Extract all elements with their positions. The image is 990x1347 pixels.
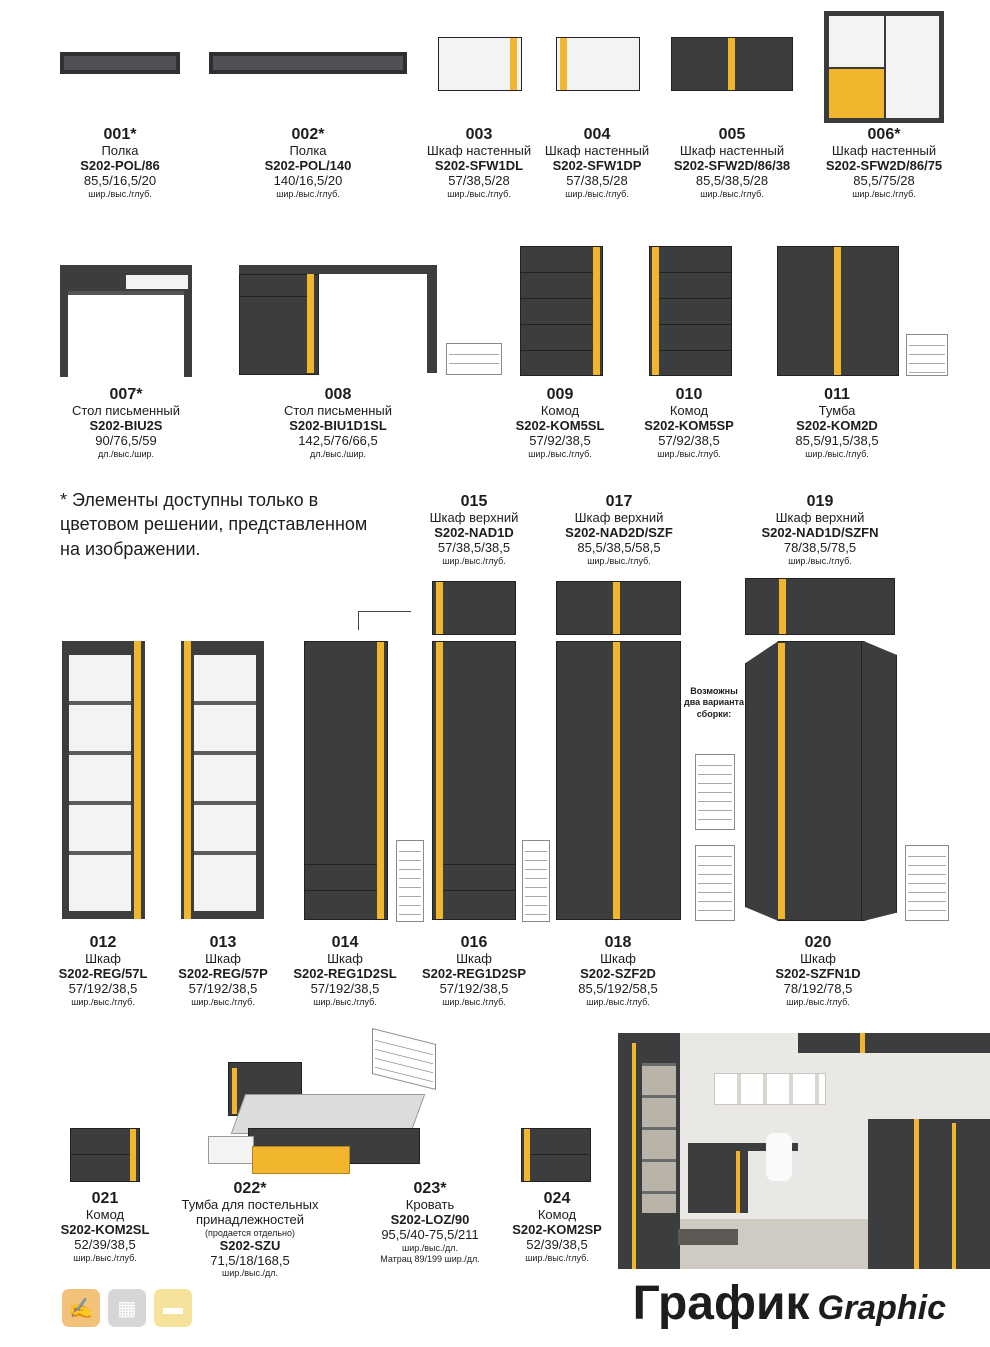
item-code: S202-NAD1D <box>434 525 514 541</box>
item-name: Шкаф настенный <box>831 143 937 159</box>
item-units: дл./выс./шир. <box>97 449 154 460</box>
brand-name-en: Graphic <box>817 1289 946 1327</box>
caption-010 <box>629 386 749 460</box>
item-name: Полка <box>289 143 327 159</box>
item-name: Шкаф верхний <box>775 510 865 526</box>
item-number: 002* <box>291 126 325 143</box>
caption-009 <box>500 386 620 460</box>
item-code: S202-SFW1DL <box>434 158 524 174</box>
item-code: S202-KOM5SL <box>515 418 605 434</box>
item-number: 009 <box>546 386 574 403</box>
item-dims: 52/39/38,5 <box>526 1237 588 1253</box>
caption-002 <box>243 126 373 200</box>
wall-cabinet-006-image <box>824 11 944 123</box>
item-units: шир./выс./глуб. <box>786 997 850 1008</box>
item-number: 013 <box>209 934 237 951</box>
item-number: 011 <box>824 386 850 403</box>
item-sold-separately: (продается отдельно) <box>204 1228 296 1239</box>
item-name: Шкаф <box>800 951 836 967</box>
item-units: шир./выс./глуб. <box>442 556 506 567</box>
item-units: шир./выс./глуб. <box>313 997 377 1008</box>
item-name: Комод <box>85 1207 125 1223</box>
item-name: Стол письменный <box>283 403 393 419</box>
item-dims: 71,5/18/168,5 <box>210 1252 290 1268</box>
item-number: 020 <box>804 934 832 951</box>
item-dims: 57/38,5/28 <box>448 173 510 189</box>
item-name: Комод <box>537 1207 577 1223</box>
item-code: S202-REG/57L <box>58 966 148 982</box>
item-code: S202-LOZ/90 <box>390 1212 470 1228</box>
caption-003 <box>420 126 538 200</box>
assembly-sketch-1 <box>695 754 735 830</box>
caption-023 <box>360 1180 500 1264</box>
chest-024-image <box>521 1128 591 1182</box>
item-dims: 57/38,5/28 <box>566 173 628 189</box>
item-number: 010 <box>675 386 703 403</box>
item-dims: 78/192/78,5 <box>783 981 853 997</box>
item-code: S202-SZF2D <box>580 966 656 982</box>
brand-title <box>633 1276 946 1331</box>
item-code: S202-REG1D2SP <box>421 966 527 982</box>
item-units: шир./выс./глуб. <box>276 189 340 200</box>
caption-016 <box>408 934 540 1008</box>
item-dims: 57/192/38,5 <box>68 981 138 997</box>
item-code: S202-REG/57P <box>178 966 268 982</box>
mattress-size: Матрац 89/199 шир./дл. <box>380 1253 480 1264</box>
bookcase-012-image <box>62 641 145 919</box>
item-dims: 57/192/38,5 <box>439 981 509 997</box>
item-code: S202-SZFN1D <box>775 966 861 982</box>
item-number: 021 <box>91 1190 119 1207</box>
item-units: шир./выс./дл. <box>401 1243 458 1254</box>
bed-023-image <box>208 1062 418 1182</box>
corner-wardrobe-020-sketch <box>905 845 949 921</box>
wardrobe-016-sketch <box>522 840 550 922</box>
item-units: шир./выс./глуб. <box>852 189 916 200</box>
item-dims: 85,5/75/28 <box>853 173 915 189</box>
corner-wardrobe-020-image <box>745 641 895 921</box>
wardrobe-014-sketch <box>396 840 424 922</box>
office-icon[interactable]: ▦ <box>108 1289 146 1327</box>
chest-021-image <box>70 1128 140 1182</box>
shelf-002-image <box>209 52 407 74</box>
caption-013 <box>160 934 286 1008</box>
item-number: 022* <box>233 1180 267 1197</box>
upper-cabinet-017-image <box>556 581 681 635</box>
wall-cabinet-004-image <box>556 37 640 91</box>
chest-010-image <box>649 246 732 376</box>
item-dims: 57/92/38,5 <box>658 433 720 449</box>
item-code: S202-SZU <box>219 1237 281 1253</box>
item-name: Тумба для постельных принадлежностей <box>181 1197 319 1228</box>
item-name: Шкаф верхний <box>429 510 519 526</box>
item-dims: 52/39/38,5 <box>74 1237 136 1253</box>
item-dims: 140/16,5/20 <box>273 173 343 189</box>
room-photo <box>618 1033 990 1269</box>
item-name: Шкаф <box>456 951 492 967</box>
item-units: шир./выс./глуб. <box>71 997 135 1008</box>
item-units: шир./выс./глуб. <box>700 189 764 200</box>
wardrobe-018-image <box>556 641 681 920</box>
item-code: S202-POL/140 <box>264 158 352 174</box>
caption-014 <box>280 934 410 1008</box>
item-dims: 90/76,5/59 <box>95 433 157 449</box>
item-number: 018 <box>604 934 632 951</box>
item-code: S202-REG1D2SL <box>293 966 397 982</box>
item-dims: 142,5/76/66,5 <box>298 433 378 449</box>
item-units: шир./выс./глуб. <box>442 997 506 1008</box>
item-number: 015 <box>460 493 488 510</box>
item-number: 014 <box>331 934 359 951</box>
item-dims: 57/92/38,5 <box>529 433 591 449</box>
item-code: S202-BIU1D1SL <box>289 418 387 434</box>
item-units: шир./выс./глуб. <box>525 1253 589 1264</box>
item-dims: 78/38,5/78,5 <box>783 540 857 556</box>
item-code: S202-SFW2D/86/38 <box>673 158 791 174</box>
item-number: 006* <box>867 126 901 143</box>
item-number: 005 <box>718 126 746 143</box>
item-dims: 57/192/38,5 <box>310 981 380 997</box>
item-name: Шкаф настенный <box>544 143 650 159</box>
item-number: 016 <box>460 934 488 951</box>
item-number: 001* <box>103 126 137 143</box>
bookcase-013-image <box>181 641 264 919</box>
item-code: S202-NAD1D/SZFN <box>761 525 879 541</box>
caption-019 <box>745 493 895 567</box>
item-units: шир./выс./глуб. <box>657 449 721 460</box>
caption-024 <box>492 1190 622 1264</box>
caption-008 <box>268 386 408 460</box>
item-name: Кровать <box>405 1197 455 1213</box>
item-name: Шкаф <box>205 951 241 967</box>
caption-007 <box>56 386 196 460</box>
assembly-sketch-2 <box>695 845 735 921</box>
wardrobe-016-image <box>432 641 516 920</box>
item-name: Комод <box>669 403 709 419</box>
item-name: Шкаф верхний <box>574 510 664 526</box>
item-name: Шкаф <box>85 951 121 967</box>
item-dims: 57/192/38,5 <box>188 981 258 997</box>
upper-cabinet-019-image <box>745 578 895 635</box>
item-number: 019 <box>806 493 834 510</box>
wardrobe-014-image <box>304 641 388 920</box>
item-code: S202-KOM5SP <box>644 418 734 434</box>
caption-011 <box>767 386 907 460</box>
caption-005 <box>662 126 802 200</box>
chest-009-image <box>520 246 603 376</box>
caption-012 <box>40 934 166 1008</box>
item-units: шир./выс./глуб. <box>805 449 869 460</box>
shelf-001-image <box>60 52 180 74</box>
item-name: Полка <box>101 143 139 159</box>
availability-footnote: * Элементы доступны только в цветовом решении, представленном на изображении. <box>60 490 368 559</box>
item-units: шир./выс./глуб. <box>586 997 650 1008</box>
item-code: S202-NAD2D/SZF <box>565 525 673 541</box>
upper-cabinet-015-image <box>432 581 516 635</box>
item-number: 003 <box>465 126 493 143</box>
item-name: Комод <box>540 403 580 419</box>
pointer-line <box>358 611 411 630</box>
item-name: Шкаф <box>600 951 636 967</box>
item-units: шир./выс./глуб. <box>788 556 852 567</box>
wall-cabinet-003-image <box>438 37 522 91</box>
item-dims: 85,5/192/58,5 <box>578 981 658 997</box>
item-number: 007* <box>109 386 143 403</box>
item-code: S202-KOM2SP <box>512 1222 602 1238</box>
wall-cabinet-005-image <box>671 37 793 91</box>
desk-008-image <box>239 265 437 375</box>
item-units: шир./выс./глуб. <box>88 189 152 200</box>
item-number: 023* <box>413 1180 447 1197</box>
item-name: Тумба <box>818 403 856 419</box>
item-dims: 85,5/16,5/20 <box>83 173 157 189</box>
item-units: шир./выс./глуб. <box>565 189 629 200</box>
item-number: 008 <box>324 386 352 403</box>
cabinet-011-sketch <box>906 334 948 376</box>
assembly-variants-note: Возможны два варианта сборки: <box>684 686 744 719</box>
item-code: S202-SFW1DP <box>552 158 642 174</box>
desk-008-sketch <box>446 343 502 375</box>
item-number: 004 <box>583 126 611 143</box>
item-dims: 95,5/40-75,5/211 <box>381 1227 479 1243</box>
caption-022 <box>172 1180 328 1279</box>
caption-006 <box>814 126 954 200</box>
item-code: S202-KOM2SL <box>60 1222 150 1238</box>
item-units: шир./выс./глуб. <box>528 449 592 460</box>
caption-004 <box>538 126 656 200</box>
caption-020 <box>753 934 883 1008</box>
item-number: 012 <box>89 934 117 951</box>
desk-007-image <box>60 265 192 377</box>
caption-015 <box>414 493 534 567</box>
item-code: S202-BIU2S <box>89 418 163 434</box>
item-number: 024 <box>543 1190 571 1207</box>
item-code: S202-SFW2D/86/75 <box>825 158 943 174</box>
item-units: шир./выс./глуб. <box>447 189 511 200</box>
brand-name-ru: График <box>632 1277 810 1330</box>
cabinet-011-image <box>777 246 899 376</box>
item-dims: 85,5/38,5/28 <box>695 173 769 189</box>
item-units: шир./выс./дл. <box>221 1268 278 1279</box>
item-code: S202-KOM2D <box>796 418 878 434</box>
item-units: шир./выс./глуб. <box>73 1253 137 1264</box>
item-name: Шкаф настенный <box>679 143 785 159</box>
item-dims: 85,5/91,5/38,5 <box>795 433 879 449</box>
item-name: Шкаф настенный <box>426 143 532 159</box>
item-number: 017 <box>605 493 633 510</box>
caption-018 <box>553 934 683 1008</box>
item-units: шир./выс./глуб. <box>587 556 651 567</box>
bed-icon[interactable]: ▬ <box>154 1289 192 1327</box>
item-name: Шкаф <box>327 951 363 967</box>
desk-icon[interactable]: ✍ <box>62 1289 100 1327</box>
caption-001 <box>55 126 185 200</box>
item-units: дл./выс./шир. <box>309 449 366 460</box>
item-name: Стол письменный <box>71 403 181 419</box>
caption-021 <box>40 1190 170 1264</box>
item-code: S202-POL/86 <box>80 158 160 174</box>
caption-017 <box>549 493 689 567</box>
item-units: шир./выс./глуб. <box>191 997 255 1008</box>
item-dims: 57/38,5/38,5 <box>437 540 511 556</box>
item-dims: 85,5/38,5/58,5 <box>577 540 661 556</box>
